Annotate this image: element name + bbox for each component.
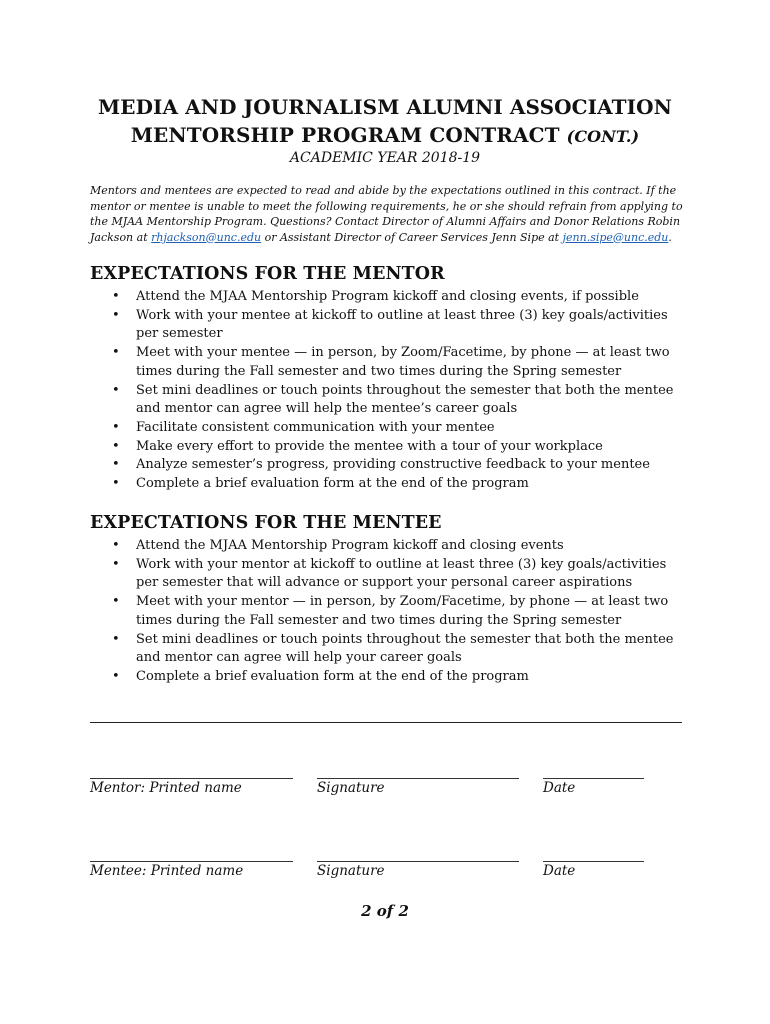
bullet-icon: • [112, 594, 120, 610]
document-title-line2 [0, 123, 770, 147]
bullet-icon: • [112, 307, 120, 323]
list-item-text: Work with your mentor at kickoff to outline at least three (3) key goals/activities per semester that will advance or support your personal career aspirations [136, 556, 667, 591]
mentor-date-label: Date [543, 780, 576, 796]
list-item-text: Make every effort to provide the mentee with a tour of your workplace [136, 438, 603, 454]
mentee-section-heading: EXPECTATIONS FOR THE MENTEE [90, 513, 442, 533]
bullet-icon: • [112, 476, 120, 492]
mentee-name-line [90, 861, 293, 862]
list-item [110, 288, 685, 307]
mentor-expectations-list [110, 288, 685, 494]
list-item-text: Meet with your mentee — in person, by Zoom/Facetime, by phone — at least two times during the Fall semester and two times during the Spring semester [136, 345, 670, 379]
list-item-text: Facilitate consistent communication with your mentee [136, 419, 495, 435]
list-item [110, 537, 685, 556]
bullet-icon: • [112, 289, 120, 304]
bullet-icon: • [112, 556, 120, 572]
list-item [110, 307, 685, 344]
title-line1-text: MEDIA AND JOURNALISM ALUMNI ASSOCIATION [98, 95, 672, 119]
list-item-text: Work with your mentee at kickoff to outline at least three (3) key goals/activities per semester [136, 307, 668, 342]
bullet-icon: • [112, 382, 120, 398]
list-item-text: Meet with your mentor — in person, by Zoom/Facetime, by phone — at least two times during the Fall semester and two times during the Spring semester [136, 594, 669, 628]
mentor-name-line [90, 778, 293, 779]
list-item [110, 419, 685, 438]
list-item [110, 556, 685, 593]
list-item [110, 382, 685, 419]
mentor-section-heading: EXPECTATIONS FOR THE MENTOR [90, 264, 445, 284]
bullet-icon: • [112, 538, 120, 553]
list-item [110, 438, 685, 457]
section-divider [90, 722, 682, 723]
academic-year: ACADEMIC YEAR 2018-19 [289, 150, 481, 166]
bullet-icon: • [112, 438, 120, 454]
intro-text-before: Mentors and mentees are expected to read and abide by the expectations outlined in this contract. If the mentor or mentee is unable to meet the following requirements, he or she should refrain from applying to the MJAA Mentorship Program. Questions? Contact Director of Alumni Affairs and Donor Relations Robin Jackson at [90, 184, 683, 244]
mentee-signature-line [317, 861, 519, 862]
list-item [110, 475, 685, 494]
bullet-icon: • [112, 668, 120, 684]
mentor-date-line [543, 778, 644, 779]
document-title-line1 [0, 95, 770, 119]
intro-text-after: . [668, 230, 672, 244]
mentor-signature-line [317, 778, 519, 779]
bullet-icon: • [112, 345, 120, 361]
intro-paragraph [90, 183, 690, 245]
mentor-signature-label: Signature [317, 780, 385, 796]
list-item [110, 344, 685, 381]
intro-text-middle: or Assistant Director of Career Services Jenn Sipe at [261, 230, 563, 244]
list-item [110, 668, 685, 687]
mentee-date-line [543, 861, 644, 862]
mentee-date-label: Date [543, 863, 576, 879]
title-line2-text: MENTORSHIP PROGRAM CONTRACT [130, 123, 560, 147]
list-item-text: Set mini deadlines or touch points throughout the semester that both the mentee and mentor can agree will help your career goals [136, 631, 674, 666]
list-item-text: Attend the MJAA Mentorship Program kickoff and closing events, if possible [136, 289, 639, 304]
list-item-text: Analyze semester’s progress, providing constructive feedback to your mentee [136, 457, 650, 473]
list-item [110, 631, 685, 668]
list-item-text: Attend the MJAA Mentorship Program kickoff and closing events [136, 538, 564, 553]
list-item-text: Complete a brief evaluation form at the end of the program [136, 476, 529, 492]
page-number: 2 of 2 [361, 902, 409, 920]
email-link-jenn-sipe[interactable]: jenn.sipe@unc.edu [562, 230, 669, 244]
mentee-expectations-list [110, 537, 685, 687]
mentee-printed-name-label: Mentee: Printed name [90, 863, 244, 879]
mentor-printed-name-label: Mentor: Printed name [90, 780, 242, 796]
bullet-icon: • [112, 631, 120, 647]
list-item [110, 456, 685, 475]
title-cont-text: (CONT.) [566, 127, 640, 146]
mentee-signature-label: Signature [317, 863, 385, 879]
list-item [110, 593, 685, 630]
email-link-rhjackson[interactable]: rhjackson@unc.edu [151, 230, 262, 244]
bullet-icon: • [112, 419, 120, 435]
list-item-text: Complete a brief evaluation form at the end of the program [136, 668, 529, 684]
bullet-icon: • [112, 457, 120, 473]
list-item-text: Set mini deadlines or touch points throughout the semester that both the mentee and mentor can agree will help the mentee’s career goals [136, 382, 674, 417]
